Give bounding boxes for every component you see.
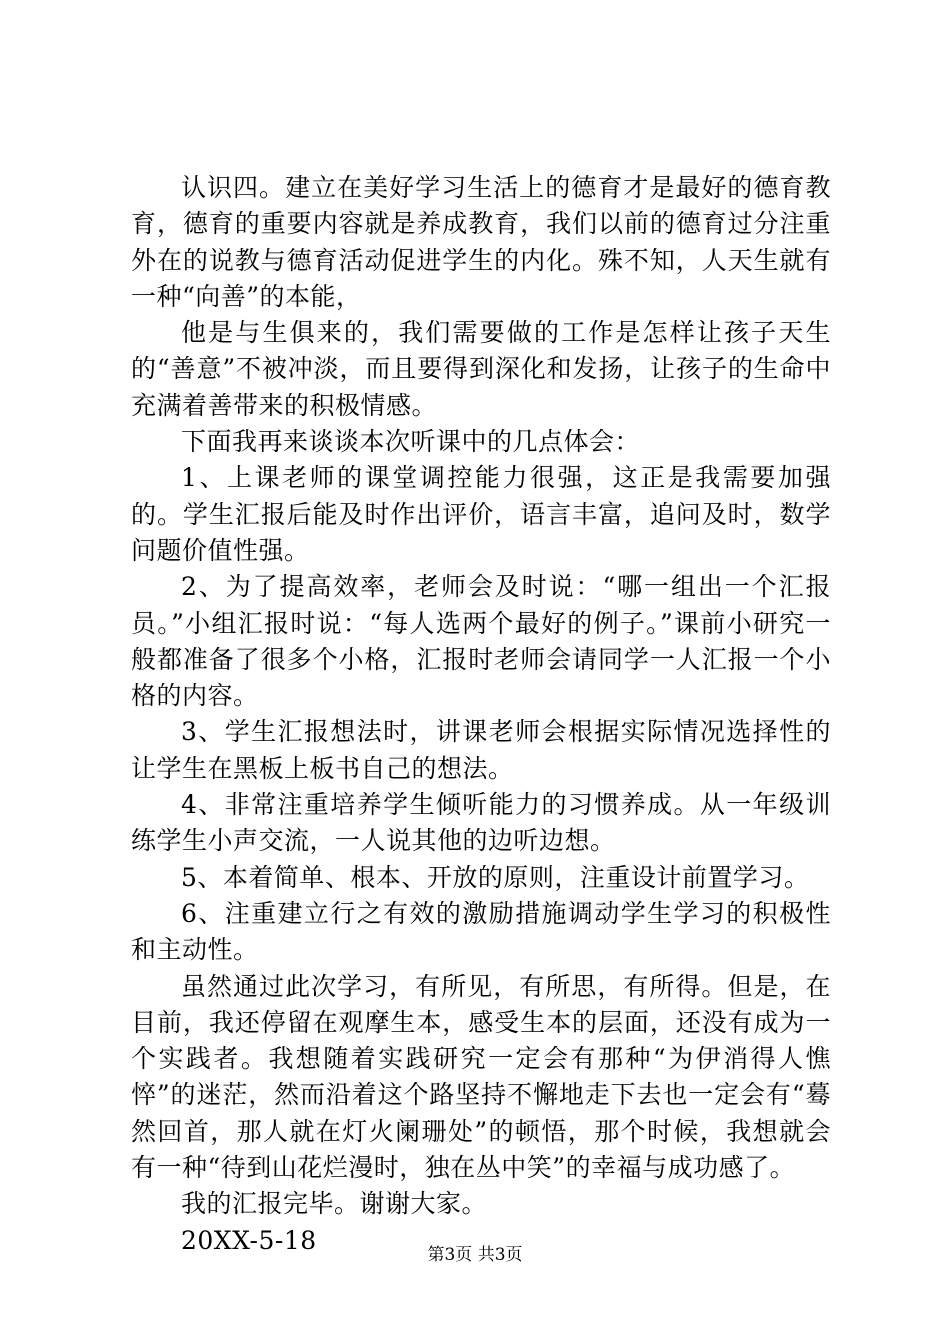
document-body: [131, 170, 831, 1259]
paragraph-10: 虽然通过此次学习，有所见，有所思，有所得。但是，在目前，我还停留在观摩生本，感受生本的层面，还没有成为一个实践者。我想随着实践研究一定会有那种“为伊消得人憔悴”的迷茫，然而沿着这个路坚持不懈地走下去也一定会有“蓦然回首，那人就在灯火阑珊处”的顿悟，那个时候，我想就会有一种“待到山花烂漫时，独在丛中笑”的幸福与成功感了。: [131, 971, 831, 1183]
paragraph-1: 认识四。建立在美好学习生活上的德育才是最好的德育教育，德育的重要内容就是养成教育，我们以前的德育过分注重外在的说教与德育活动促进学生的内化。殊不知，人天生就有一种“向善”的本能，: [131, 173, 831, 311]
paragraph-5: 2、为了提高效率，老师会及时说：“哪一组出一个汇报员。”小组汇报时说：“每人选两个最好的例子。”课前小研究一般都准备了很多个小格，汇报时老师会请同学一人汇报一个小格的内容。: [131, 572, 831, 711]
paragraph-9: 6、注重建立行之有效的激励措施调动学生学习的积极性和主动性。: [131, 898, 831, 965]
paragraph-3: 下面我再来谈谈本次听课中的几点体会：: [181, 427, 641, 457]
paragraph-7: 4、非常注重培养学生倾听能力的习惯养成。从一年级训练学生小声交流，一人说其他的边听边想。: [131, 790, 831, 856]
paragraph-8: 5、本着简单、根本、开放的原则，注重设计前置学习。: [181, 862, 810, 892]
date-line: 20XX-5-18: [181, 1225, 317, 1255]
paragraph-4: 1、上课老师的课堂调控能力很强，这正是我需要加强的。学生汇报后能及时作出评价，语言丰富，追问及时，数学问题价值性强。: [131, 463, 831, 565]
page-number: 第3页 共3页: [427, 1245, 523, 1265]
page-footer: [0, 1240, 950, 1265]
closing-line: 我的汇报完毕。谢谢大家。: [181, 1189, 488, 1219]
paragraph-2: 他是与生俱来的，我们需要做的工作是怎样让孩子天生的“善意”不被冲淡，而且要得到深化和发扬，让孩子的生命中充满着善带来的积极情感。: [131, 318, 831, 420]
paragraph-6: 3、学生汇报想法时，讲课老师会根据实际情况选择性的让学生在黑板上板书自己的想法。: [131, 717, 831, 783]
